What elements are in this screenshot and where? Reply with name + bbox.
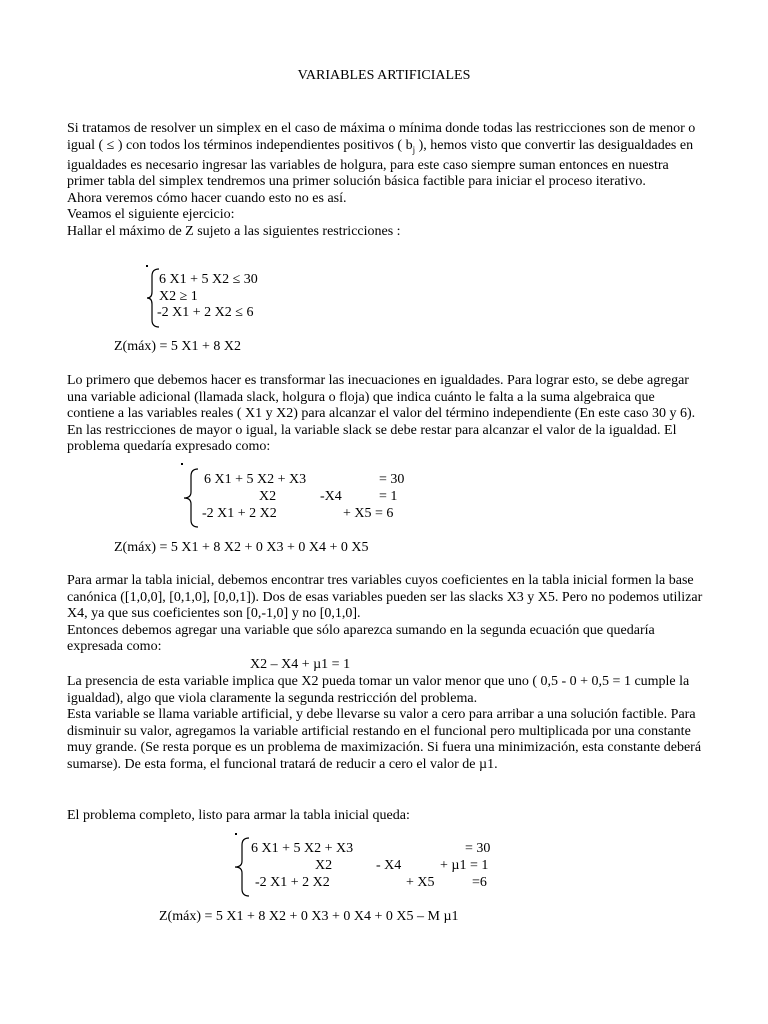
intro-line-2: Ahora veremos cómo hacer cuando esto no es así. — [67, 190, 347, 206]
constraint-2: X2 ≥ 1 — [159, 289, 198, 304]
paragraph-artificial-2: Esta variable se llama variable artificial, y debe llevarse su valor a cero para arribar a una solución factible. Para disminuir su valor, agregamos la variable artificial restando en el funcional pero multiplicada por una constante muy grande. (Se resta porque es un problema de maximización. Si fuera una minimización, esta constante deberá sumarse). De esta forma, el funcional tratará de reducir a cero el valor de µ1. — [67, 707, 702, 772]
eq2-row3-left: -2 X1 + 2 X2 — [202, 506, 277, 521]
paragraph-artificial-1: La presencia de esta variable implica que X2 pueda tomar un valor menor que uno ( 0,5 - 0 + 0,5 = 1 cumple la igualdad), algo que viola claramente la segunda restricción del problema. — [67, 674, 690, 706]
eq3-row3-x5: + X5 — [406, 875, 435, 890]
intro-paragraph — [67, 121, 703, 191]
eq2-row2-x4: -X4 — [320, 489, 342, 504]
eq2-row1-right: = 30 — [379, 472, 405, 487]
equation-artificial: X2 – X4 + µ1 = 1 — [250, 657, 351, 672]
paragraph-canonical-1: Para armar la tabla inicial, debemos encontrar tres variables cuyos coeficientes en la tabla inicial formen la base canónica ([1,0,0], [0,1,0], [0,0,1]). Dos de esas variables pueden ser las slacks X3 y X5. Pero no podemos utilizar X4, ya que sus coeficientes son [0,-1,0] y no [0,1,0]. — [67, 573, 703, 621]
eq2-row1-left: 6 X1 + 5 X2 + X3 — [204, 472, 307, 487]
intro-section — [67, 121, 703, 240]
eq3-row2-x4: - X4 — [376, 858, 402, 873]
paragraph-complete: El problema completo, listo para armar la tabla inicial queda: — [67, 808, 410, 823]
page-title: VARIABLES ARTIFICIALES — [297, 68, 471, 83]
eq3-row2-right: + µ1 = 1 — [440, 858, 489, 873]
intro-line-4: Hallar el máximo de Z sujeto a las siguientes restricciones : — [67, 223, 401, 239]
marker-dot — [181, 463, 183, 465]
eq3-row1-left: 6 X1 + 5 X2 + X3 — [251, 841, 354, 856]
paragraph-slack: Lo primero que debemos hacer es transformar las inecuaciones en igualdades. Para lograr esto, se debe agregar una variable adicional (llamada slack, holgura o floja) que indica cuánto le falta a la suma algebraica que contiene a las variables reales ( X1 y X2) para alcanzar el valor del término independiente (En este caso 30 y 6). En las restricciones de mayor o igual, la variable slack se debe restar para alcanzar el valor de la igualdad. El problema quedaría expresado como: — [67, 373, 696, 454]
eq3-row2-x2: X2 — [315, 858, 333, 873]
left-brace-icon — [234, 837, 250, 897]
marker-dot — [235, 833, 237, 835]
objective-2: Z(máx) = 5 X1 + 8 X2 + 0 X3 + 0 X4 + 0 X5 — [114, 540, 369, 555]
eq3-row3-left: -2 X1 + 2 X2 — [255, 875, 330, 890]
eq2-row2-right: = 1 — [379, 489, 398, 504]
marker-dot — [146, 265, 148, 267]
subscript-j: j — [412, 144, 416, 155]
eq3-row1-right: = 30 — [465, 841, 491, 856]
intro-text: Si tratamos de resolver un simplex en el caso de máxima o mínima donde todas las restricciones son de menor o igual ( ≤ ) con todos los términos independientes positivos ( b — [67, 121, 696, 153]
paragraph-canonical — [67, 573, 703, 656]
left-brace-icon — [183, 468, 199, 528]
constraint-1: 6 X1 + 5 X2 ≤ 30 — [159, 272, 258, 287]
intro-text-rest: ), hemos visto que convertir las desigualdades en igualdades es necesario ingresar las variables de holgura, para este caso siempre suman entonces en nuestra primer tabla del simplex tendremos una primer solución básica factible para iniciar el proceso iterativo. — [67, 137, 694, 190]
eq2-row3-right: + X5 = 6 — [343, 506, 394, 521]
paragraph-artificial — [67, 674, 703, 773]
objective-1: Z(máx) = 5 X1 + 8 X2 — [114, 339, 241, 354]
constraint-3: -2 X1 + 2 X2 ≤ 6 — [157, 305, 254, 320]
eq3-row3-right: =6 — [472, 875, 487, 890]
eq2-row2-x2: X2 — [259, 489, 277, 504]
objective-3: Z(máx) = 5 X1 + 8 X2 + 0 X3 + 0 X4 + 0 X5 – M µ1 — [159, 909, 459, 924]
paragraph-canonical-2: Entonces debemos agregar una variable que sólo aparezca sumando en la segunda ecuación que quedaría expresada como: — [67, 622, 655, 654]
intro-line-3: Veamos el siguiente ejercicio: — [67, 207, 235, 223]
